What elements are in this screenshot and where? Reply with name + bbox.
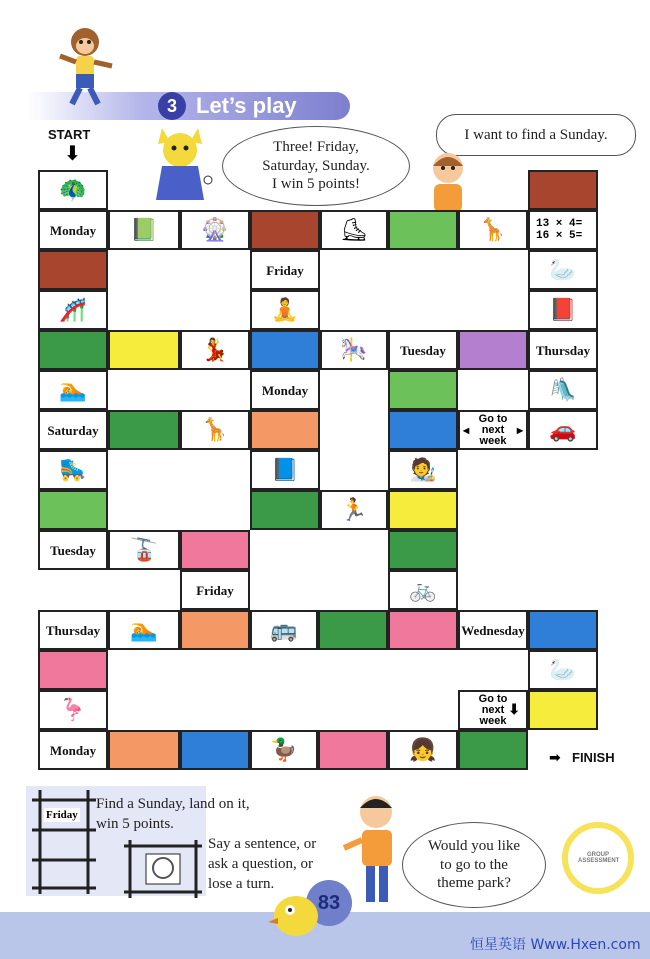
go-next-week-line: week bbox=[479, 434, 507, 447]
carousel-icon: 🎠 bbox=[340, 337, 368, 362]
swimmer-1-icon: 🏊 bbox=[59, 377, 87, 402]
board-square-rollerskate bbox=[38, 450, 108, 490]
board-square-friday-1 bbox=[250, 250, 320, 290]
rule-line: ask a question, or bbox=[208, 856, 313, 872]
boy-drawing-icon: 🧑‍🎨 bbox=[409, 457, 437, 482]
runner-icon: 🏃 bbox=[340, 497, 368, 522]
square-label: Monday bbox=[261, 382, 309, 398]
giraffe-1-icon: 🦒 bbox=[479, 217, 507, 242]
cable-car-icon: 🚡 bbox=[130, 537, 158, 562]
board-square-giraffe-2 bbox=[180, 410, 250, 450]
board-square-swimmer-1 bbox=[38, 370, 108, 410]
square-label: Wednesday bbox=[461, 622, 525, 638]
bicycle-icon: 🚲 bbox=[409, 577, 437, 602]
board-square-green-5 bbox=[38, 490, 108, 530]
go-next-week-line: Go to bbox=[478, 412, 508, 425]
board-square-carousel bbox=[320, 330, 388, 370]
board-square-bus bbox=[250, 610, 318, 650]
board-square-giraffe-1 bbox=[458, 210, 528, 250]
board-square-friday-2 bbox=[180, 570, 250, 610]
board-square-monday-3 bbox=[38, 730, 108, 770]
rule-line: Say a sentence, or bbox=[208, 836, 317, 852]
monkey-mascot-icon bbox=[54, 24, 116, 110]
board-square-monday-1 bbox=[38, 210, 108, 250]
boy-mascot-icon bbox=[420, 146, 476, 214]
square-label: Monday bbox=[49, 222, 97, 238]
board-square-pink-1 bbox=[180, 530, 250, 570]
bubble-line: I win 5 points! bbox=[272, 176, 360, 193]
ferris-wheel-icon: 🎡 bbox=[201, 217, 229, 242]
bumper-car-icon: 🚗 bbox=[549, 417, 577, 442]
start-arrow-icon: ⬇ bbox=[64, 141, 81, 165]
board-square-yellow-2 bbox=[388, 490, 458, 530]
board-square-blue-4 bbox=[180, 730, 250, 770]
board-square-girl-skipping bbox=[388, 730, 458, 770]
rule-line: win 5 points. bbox=[96, 816, 174, 832]
cat-mascot-icon bbox=[150, 122, 214, 202]
page-title: Let’s play bbox=[196, 93, 297, 118]
bubble-line: Would you like bbox=[427, 837, 521, 854]
board-square-pink-4 bbox=[318, 730, 388, 770]
board-square-blue-1 bbox=[250, 330, 320, 370]
page-number-badge: 83 bbox=[306, 880, 352, 926]
legend-friday-label: Friday bbox=[46, 809, 78, 821]
rollerskate-icon: 🛼 bbox=[59, 457, 87, 482]
board-square-cable-car bbox=[108, 530, 180, 570]
board-square-zipline bbox=[528, 370, 598, 410]
start-label: START bbox=[48, 127, 91, 142]
board-square-brown-1 bbox=[250, 210, 320, 250]
board-square-purple-1 bbox=[458, 330, 528, 370]
board-square-go-next-week-2 bbox=[458, 690, 528, 730]
board-square-green-7 bbox=[388, 530, 458, 570]
board-square-green-9 bbox=[458, 730, 528, 770]
board-square-orange-3 bbox=[108, 730, 180, 770]
board-square-science-book bbox=[108, 210, 180, 250]
yoga-girl-icon: 🧘 bbox=[271, 297, 299, 322]
square-label: Thursday bbox=[45, 622, 101, 638]
board-square-bumper-car bbox=[528, 410, 598, 450]
square-label: Tuesday bbox=[400, 342, 446, 358]
finish-label: FINISH bbox=[572, 750, 615, 765]
board-square-skate bbox=[320, 210, 388, 250]
left-arrow-icon: ◀ bbox=[463, 426, 470, 435]
board-square-bicycle bbox=[388, 570, 458, 610]
board-square-ferris-wheel bbox=[180, 210, 250, 250]
go-next-week-line: week bbox=[479, 714, 507, 727]
boy-pointing-icon bbox=[340, 790, 410, 910]
board-square-saturday-1 bbox=[38, 410, 108, 450]
board-square-thursday-2 bbox=[38, 610, 108, 650]
board-square-tuesday-2 bbox=[38, 530, 108, 570]
footer-brand: 恒星英语 Www.Hxen.com bbox=[470, 937, 641, 953]
board-square-goose bbox=[528, 650, 598, 690]
board-square-pink-2 bbox=[388, 610, 458, 650]
board-square-pink-3 bbox=[38, 650, 108, 690]
bubble-line: Three! Friday, bbox=[273, 138, 359, 155]
board-square-wednesday-1 bbox=[458, 610, 528, 650]
black-swan-icon: 🦢 bbox=[549, 257, 577, 282]
board-square-duck bbox=[250, 730, 318, 770]
board-square-monday-2 bbox=[250, 370, 320, 410]
ladder-icon bbox=[32, 790, 96, 894]
goose-icon: 🦢 bbox=[549, 657, 577, 682]
board-square-orange-1 bbox=[250, 410, 320, 450]
down-arrow-icon: ⬇ bbox=[508, 701, 520, 717]
board-square-green-6 bbox=[250, 490, 320, 530]
lesson-number-badge: 3 bbox=[158, 92, 186, 120]
board-square-green-4 bbox=[108, 410, 180, 450]
cat-speech-bubble bbox=[222, 126, 410, 206]
math-problem: 13 × 4= bbox=[536, 218, 583, 230]
square-label: Friday bbox=[266, 262, 304, 278]
board-square-green-2 bbox=[38, 330, 108, 370]
english-book-icon: 📕 bbox=[549, 297, 577, 322]
girl-skipping-icon: 👧 bbox=[409, 737, 437, 762]
board-square-rollercoaster bbox=[38, 290, 108, 330]
skate-icon: ⛸ bbox=[340, 217, 368, 242]
badge-text: GROUP ASSESSMENT bbox=[578, 852, 620, 864]
board-square-blue-3 bbox=[528, 610, 598, 650]
bubble-line: I want to find a Sunday. bbox=[464, 126, 608, 143]
board-square-green-3 bbox=[388, 370, 458, 410]
board-square-chinese-book bbox=[250, 450, 320, 490]
board-square-dancing-girl bbox=[180, 330, 250, 370]
giraffe-2-icon: 🦒 bbox=[201, 417, 229, 442]
peacock-icon: 🦚 bbox=[59, 177, 87, 202]
bird-mascot-icon bbox=[268, 882, 324, 942]
rollercoaster-icon: 🎢 bbox=[59, 297, 87, 322]
board-square-orange-2 bbox=[180, 610, 250, 650]
board-square-peacock bbox=[38, 170, 108, 210]
bubble-line: theme park? bbox=[437, 875, 511, 892]
bubble-line: Saturday, Sunday. bbox=[262, 157, 370, 174]
science-book-icon: 📗 bbox=[130, 217, 158, 242]
bubble-line: to go to the bbox=[440, 856, 508, 873]
right-arrow-icon: ▶ bbox=[516, 426, 523, 435]
board-square-brown-top bbox=[528, 170, 598, 210]
board-square-runner bbox=[320, 490, 388, 530]
board-square-yellow-3 bbox=[528, 690, 598, 730]
board-square-black-swan bbox=[528, 250, 598, 290]
go-next-week-line: next bbox=[481, 423, 505, 436]
board-square-yoga-girl bbox=[250, 290, 320, 330]
board-square-green-1 bbox=[388, 210, 458, 250]
rule-line: Find a Sunday, land on it, bbox=[96, 796, 250, 812]
board-square-go-next-week-1 bbox=[458, 410, 528, 450]
dancing-girl-icon: 💃 bbox=[201, 337, 229, 362]
board-square-english-book bbox=[528, 290, 598, 330]
board-square-boy-drawing bbox=[388, 450, 458, 490]
square-label: Saturday bbox=[47, 422, 99, 438]
swimmer-2-icon: 🏊 bbox=[130, 617, 158, 642]
board-square-crane bbox=[38, 690, 108, 730]
go-next-week-line: next bbox=[481, 703, 505, 716]
board-square-thursday-1 bbox=[528, 330, 598, 370]
board-square-tuesday-1 bbox=[388, 330, 458, 370]
square-label: Thursday bbox=[535, 342, 591, 358]
board-square-math bbox=[528, 210, 598, 250]
rule-line: lose a turn. bbox=[208, 876, 275, 892]
board-square-yellow-1 bbox=[108, 330, 180, 370]
crane-icon: 🦩 bbox=[59, 697, 87, 722]
square-label: Tuesday bbox=[50, 542, 96, 558]
small-ladder-icon bbox=[124, 840, 202, 898]
board-square-green-8 bbox=[318, 610, 388, 650]
square-label: Friday bbox=[196, 582, 234, 598]
board-square-brown-2 bbox=[38, 250, 108, 290]
chinese-book-icon: 📘 bbox=[271, 457, 299, 482]
duck-icon: 🦆 bbox=[270, 737, 298, 762]
square-label: Monday bbox=[49, 742, 97, 758]
board-square-swimmer-2 bbox=[108, 610, 180, 650]
boy-speech-bubble-bottom bbox=[402, 822, 546, 908]
go-next-week-line: Go to bbox=[478, 692, 508, 705]
rule-one-text bbox=[96, 794, 250, 834]
finish-arrow-icon: ➡ bbox=[549, 750, 561, 766]
math-problem: 16 × 5= bbox=[536, 230, 583, 242]
board-square-blue-2 bbox=[388, 410, 458, 450]
zipline-icon: 🛝 bbox=[549, 377, 577, 402]
group-assessment-badge bbox=[562, 822, 634, 894]
bus-icon: 🚌 bbox=[270, 617, 298, 642]
